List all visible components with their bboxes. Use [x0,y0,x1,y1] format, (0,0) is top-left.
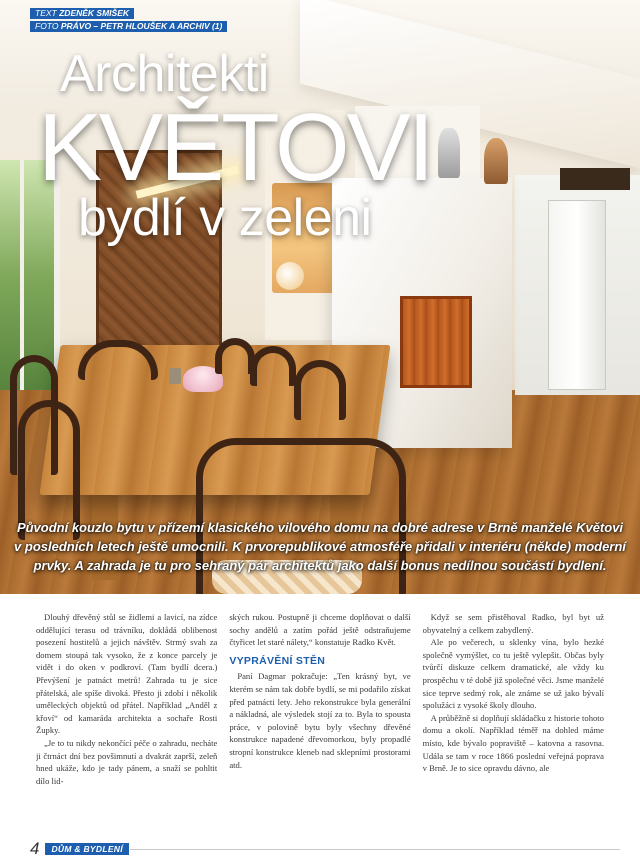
dining-chair [294,360,346,420]
refrigerator [548,200,606,390]
paragraph: „Je to tu nikdy nekončící péče o zahradu, necháte ji čtrnáct dní bez povšimnutí a dvakrát zaprší, zeleň hned ukáže, kdo je tady pánem, a snaží se pohltit dílo lid- [36,737,218,786]
title-line-1: Architekti [60,45,269,103]
photo-credit-author: PRÁVO – PETR HLOUŠEK A ARCHIV (1) [60,21,223,31]
page-number: 4 [30,839,40,858]
photo-credit [30,21,227,32]
title-line-3: bydlí v zeleni [78,189,372,247]
article-column-2 [229,611,410,821]
paragraph: Když se sem přistěhoval Radko, byl byt už obyvatelný a celkem zabydlený. [422,612,604,635]
credits [30,8,227,34]
stove-wood-panel [400,296,472,388]
dining-chair [250,346,296,386]
wine-shelf [560,168,630,190]
silver-statue [438,128,460,178]
paragraph: Paní Dagmar pokračuje: „Ten krásný byt, ve kterém se nám tak dobře bydlí, se mi podařilo získat před patnácti lety. Jeho rekonstrukce byla generální a nákladná, ale výsledek stojí za to. Byla to spousta práce, v polovině bytu byly všechny dřevěné konstrukce napadené dřevomorkou, byly propadlé stropní konstrukce kleneb nad sklepními prostorami atd. [229,671,411,770]
article-column-3 [423,611,604,821]
paragraph: Ale po večerech, u sklenky vína, bylo hezké společně vymýšlet, co tu ještě vylepšit. Občas byly tvůrčí diskuze celkem dramatické, ale vždy ku prospěchu v té době již společné věci. Jsme manželé sice teprve sedmý rok, ale známe se už jako bývalí spolužáci z vysoké školy dlouho. [422,637,604,711]
globe-lamp [276,262,304,290]
lead-paragraph: Původní kouzlo bytu v přízemí klasického vilového domu na dobré adrese v Brně manželé Květovi v posledních letech ještě umocnili. K prvorepublikové atmosféře přidali v interiéru (někde) moderní prvky. A zahrada je tu pro sehraný pár architektů jako další bonus nedílnou součástí bydlení. [14,520,626,573]
text-credit-author: ZDENĚK SMIŠEK [59,8,130,18]
text-credit [30,8,134,19]
photo-credit-label: FOTO [35,21,59,31]
paragraph: Dlouhý dřevěný stůl se židlemi a lavicí, na zídce oddělující terasu od trávníku, doklådá oblibenost posezení hostitelů a jejich návštěv. Strmý svah za domem stoupá tak vysoko, že z konce parcely je vidět i do oken v podkroví. (Tam bydlí dcera.) Převýšení je patnáct metrů! Zahrada tu je sice přátelská, ale spíše divoká. Přesto ji zdobí i několik uměleckých objektů od přátel. Například „Anděl z křoví“ od kamaráda architekta a sochaře Rosti Župky. [36,612,218,736]
table-cup [169,368,181,384]
paragraph: ských rukou. Postupně ji chceme doplňovat o další sochy andělů a zatím pořád ještě odstraňujeme čtyřicet let staré nálety,“ konstatuje Radko Květ. [229,612,411,648]
wooden-statue [484,138,508,184]
magazine-name: DŮM & BYDLENÍ [45,843,128,855]
article-column-1 [36,611,217,821]
title-line-2: KVĚTOVI [38,94,432,201]
page-footer [30,838,129,860]
text-credit-label: TEXT [35,8,57,18]
section-heading: VYPRÁVĚNÍ STĚN [229,654,326,667]
paragraph: A průběžně si doplňují skládačku z historie tohoto domu a okolí. Například téměř na dohled máme místo, kde bývalo popraviště – katovna a rasovna. Udála se tam v roce 1866 poslední veřejná poprava v Brně. Je to sice opravdu dávno, ale [422,712,604,774]
dining-chair [215,338,255,374]
footer-divider [130,849,620,850]
article-body [36,611,604,821]
